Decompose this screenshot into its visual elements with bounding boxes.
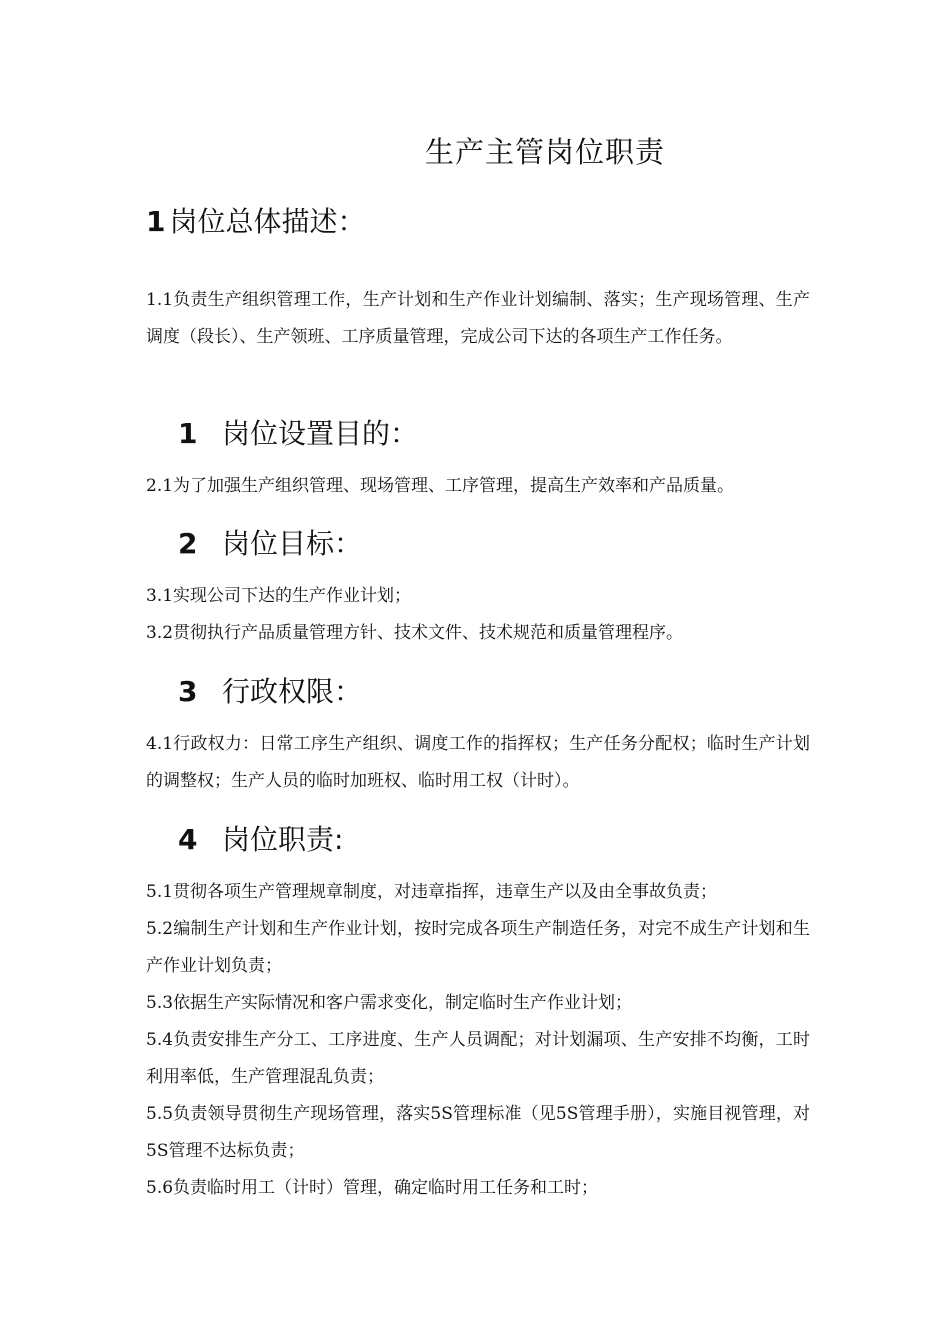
section-title: 岗位总体描述：: [169, 205, 366, 238]
section-number: 1: [178, 417, 198, 450]
section-title: 岗位目标：: [222, 527, 363, 560]
paragraph: 5.5负责领导贯彻生产现场管理，落实5S管理标准（见5S管理手册），实施目视管理，对5S管理不达标负责；: [146, 1104, 810, 1161]
section-heading-purpose: [178, 412, 418, 452]
section-heading-responsibilities: [178, 818, 343, 858]
section-number: 4: [178, 823, 198, 856]
section-number: 2: [178, 527, 198, 560]
section-title: 行政权限：: [222, 675, 363, 708]
section-number: 1: [146, 205, 166, 238]
section-number: 3: [178, 675, 198, 708]
section-heading-objectives: [178, 522, 362, 562]
section-heading-overall-description: [146, 200, 366, 240]
paragraph: 5.2编制生产计划和生产作业计划，按时完成各项生产制造任务，对完不成生产计划和生产作业计划负责；: [146, 919, 810, 976]
paragraph: 5.4负责安排生产分工、工序进度、生产人员调配；对计划漏项、生产安排不均衡，工时利用率低，生产管理混乱负责；: [146, 1030, 810, 1087]
paragraph: 5.6负责临时用工（计时）管理，确定临时用工任务和工时；: [146, 1178, 599, 1198]
paragraph: 3.1实现公司下达的生产作业计划；: [146, 586, 412, 606]
paragraph: 5.1贯彻各项生产管理规章制度，对违章指挥，违章生产以及由全事故负责；: [146, 882, 718, 902]
paragraph: 4.1行政权力：日常工序生产组织、调度工作的指挥权；生产任务分配权；临时生产计划的调整权；生产人员的临时加班权、临时用工权（计时）。: [146, 734, 810, 791]
paragraph: 3.2贯彻执行产品质量管理方针、技术文件、技术规范和质量管理程序。: [146, 623, 684, 643]
paragraph: 5.3依据生产实际情况和客户需求变化，制定临时生产作业计划；: [146, 993, 633, 1013]
section-heading-administrative-authority: [178, 670, 362, 710]
document-title: 生产主管岗位职责: [424, 135, 665, 169]
paragraph: 1.1负责生产组织管理工作，生产计划和生产作业计划编制、落实；生产现场管理、生产调度（段长）、生产领班、工序质量管理，完成公司下达的各项生产工作任务。: [146, 290, 810, 347]
section-title: 岗位设置目的：: [222, 417, 419, 450]
section-title: 岗位职责:: [222, 823, 344, 856]
paragraph: 2.1为了加强生产组织管理、现场管理、工序管理，提高生产效率和产品质量。: [146, 476, 735, 496]
